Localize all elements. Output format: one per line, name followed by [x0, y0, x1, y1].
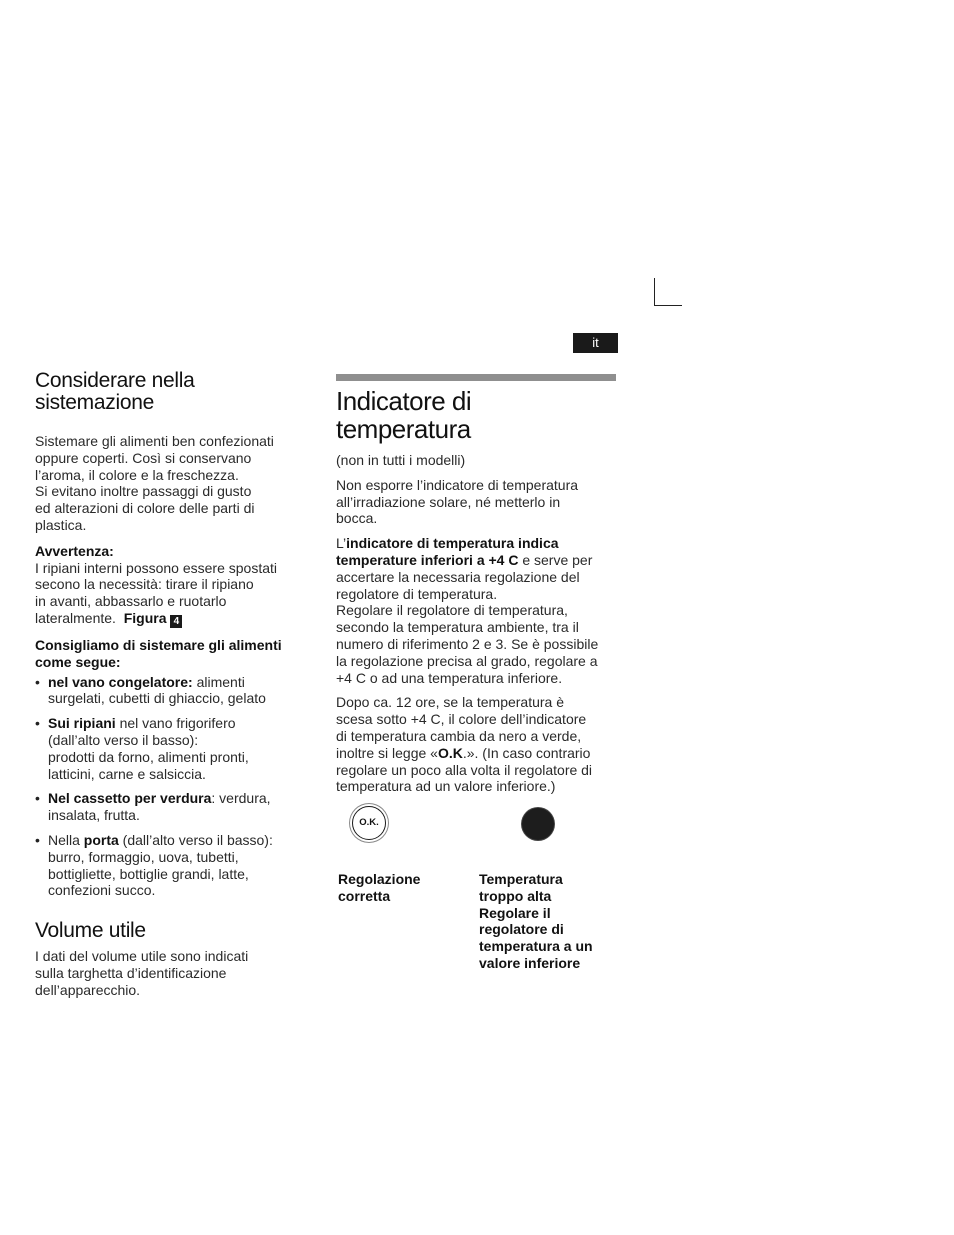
- right-column: [336, 374, 620, 795]
- title-line: temperatura: [336, 414, 471, 444]
- caption-line: troppo alta: [479, 887, 552, 904]
- list-item-text: nel vano frigorifero: [115, 715, 236, 732]
- text-fragment: .». (In caso contrario: [462, 744, 591, 761]
- list-item-text: burro, formaggio, uova, tubetti,: [48, 848, 239, 865]
- text-line: come segue:: [35, 653, 121, 670]
- storage-list: [35, 674, 307, 900]
- text-line: [336, 535, 620, 552]
- model-note: (non in tutti i modelli): [336, 452, 466, 468]
- text-line: [336, 745, 620, 762]
- list-item: [35, 832, 307, 899]
- figure-number-badge: 4: [170, 615, 182, 628]
- text-line: dell’apparecchio.: [35, 981, 141, 998]
- list-item-lead: Sui ripiani: [48, 715, 116, 732]
- caption-correct: [338, 871, 420, 905]
- text-line: secono la necessità: tirare il ripiano: [35, 576, 254, 593]
- list-item-text: insalata, frutta.: [48, 807, 140, 824]
- list-item-lead: nel vano congelatore:: [48, 673, 193, 690]
- list-item-text: : verdura,: [211, 790, 271, 807]
- text-line: I dati del volume utile sono indicati: [35, 948, 249, 965]
- list-item: [35, 715, 307, 782]
- indicator-paragraph-3: [336, 694, 620, 795]
- list-item-text: confezioni succo.: [48, 882, 156, 899]
- text-line: temperatura ad un valore inferiore.): [336, 778, 556, 795]
- text-line: +4 C o ad una temperatura inferiore.: [336, 669, 563, 686]
- left-column: [35, 370, 307, 999]
- list-item: [35, 790, 307, 824]
- text-line: la regolazione precisa al grado, regolare a: [336, 652, 598, 669]
- text-fragment: O.K: [437, 744, 463, 761]
- text-line: regolatore di temperatura.: [336, 585, 498, 602]
- caption-line: regolatore di: [479, 921, 564, 938]
- warning-title: Avvertenza:: [35, 542, 114, 559]
- text-line: I ripiani interni possono essere spostati: [35, 559, 278, 576]
- text-fragment: L’: [336, 535, 347, 552]
- text-line: all’irradiazione solare, né metterlo in: [336, 493, 561, 510]
- text-line: di temperatura cambia da nero a verde,: [336, 727, 582, 744]
- text-line: Si evitano inoltre passaggi di gusto: [35, 483, 252, 500]
- list-item-text: surgelati, cubetti di ghiaccio, gelato: [48, 690, 266, 707]
- list-item-text: alimenti: [192, 673, 245, 690]
- text-line: oppure coperti. Così si conservano: [35, 449, 252, 466]
- text-line: numero di riferimento 2 e 3. Se è possibile: [336, 635, 599, 652]
- text-line: [35, 610, 307, 628]
- section-title-placement: Considerare nella sistemazione: [35, 369, 195, 414]
- list-item-lead: porta: [83, 831, 119, 848]
- text-line: ed alterazioni di colore delle parti di: [35, 500, 255, 517]
- volume-text: [35, 948, 307, 998]
- list-item-text: Nella: [48, 831, 84, 848]
- text-fragment: inoltre si legge «: [336, 744, 438, 761]
- text-line: Sistemare gli alimenti ben confezionati: [35, 433, 274, 449]
- text-line: plastica.: [35, 516, 87, 533]
- text-line: bocca.: [336, 510, 378, 527]
- text-line: Dopo ca. 12 ore, se la temperatura è: [336, 694, 565, 711]
- title-line: Indicatore di: [336, 386, 472, 416]
- caption-line: corretta: [338, 887, 391, 904]
- list-item: [35, 674, 307, 708]
- text-line: scesa sotto +4 C, il colore dell’indicatore: [336, 711, 587, 728]
- text-fragment: temperature inferiori a +4 C: [336, 551, 519, 568]
- ok-indicator-icon: [352, 806, 386, 840]
- list-item-text: (dall’alto verso il basso):: [48, 731, 199, 748]
- text-line: accertare la necessaria regolazione del: [336, 568, 580, 585]
- caption-too-warm: [479, 871, 593, 972]
- list-item-lead: Nel cassetto per verdura: [48, 790, 212, 807]
- caption-line: temperatura a un: [479, 938, 593, 955]
- text-fragment: indicatore di temperatura indica: [346, 535, 559, 552]
- text-line: l’aroma, il colore e la freschezza.: [35, 466, 239, 483]
- text-line: sulla targhetta d’identificazione: [35, 964, 227, 981]
- list-item-text: bottigliette, bottiglie grandi, latte,: [48, 865, 249, 882]
- text-line: Consigliamo di sistemare gli alimenti: [35, 636, 282, 653]
- section-divider-bar: [336, 374, 616, 381]
- figure-reference: Figura: [123, 609, 167, 626]
- dark-indicator-icon: [522, 808, 554, 840]
- text-line: in avanti, abbassarlo e ruotarlo: [35, 593, 227, 610]
- language-badge: it: [573, 333, 618, 353]
- text-fragment: e serve per: [518, 551, 593, 568]
- text-fragment: lateralmente.: [35, 609, 116, 626]
- text-line: regolare un poco alla volta il regolatore di: [336, 761, 593, 778]
- text-line: Non esporre l’indicatore di temperatura: [336, 476, 579, 493]
- indicator-paragraph-2: [336, 535, 620, 686]
- caption-line: valore inferiore: [479, 954, 581, 971]
- ok-symbol: O.K.: [359, 817, 379, 828]
- section-title-indicator: [336, 387, 620, 443]
- crop-corner-mark: [654, 278, 682, 306]
- advice-heading: [35, 637, 307, 671]
- placement-intro: [35, 433, 307, 534]
- warning-text: [35, 560, 307, 628]
- indicator-paragraph-1: [336, 477, 620, 527]
- section-title-volume: Volume utile: [35, 919, 146, 943]
- list-item-text: (dall’alto verso il basso):: [118, 831, 273, 848]
- caption-line: Temperatura: [479, 871, 563, 887]
- text-line: [336, 552, 620, 569]
- list-item-text: prodotti da forno, alimenti pronti,: [48, 748, 249, 765]
- caption-line: Regolare il: [479, 904, 551, 921]
- caption-line: Regolazione: [338, 871, 421, 887]
- text-line: Regolare il regolatore di temperatura,: [336, 602, 568, 619]
- text-line: secondo la temperatura ambiente, tra il: [336, 619, 579, 636]
- indicator-illustrations: [336, 803, 620, 983]
- list-item-text: latticini, carne e salsiccia.: [48, 765, 206, 782]
